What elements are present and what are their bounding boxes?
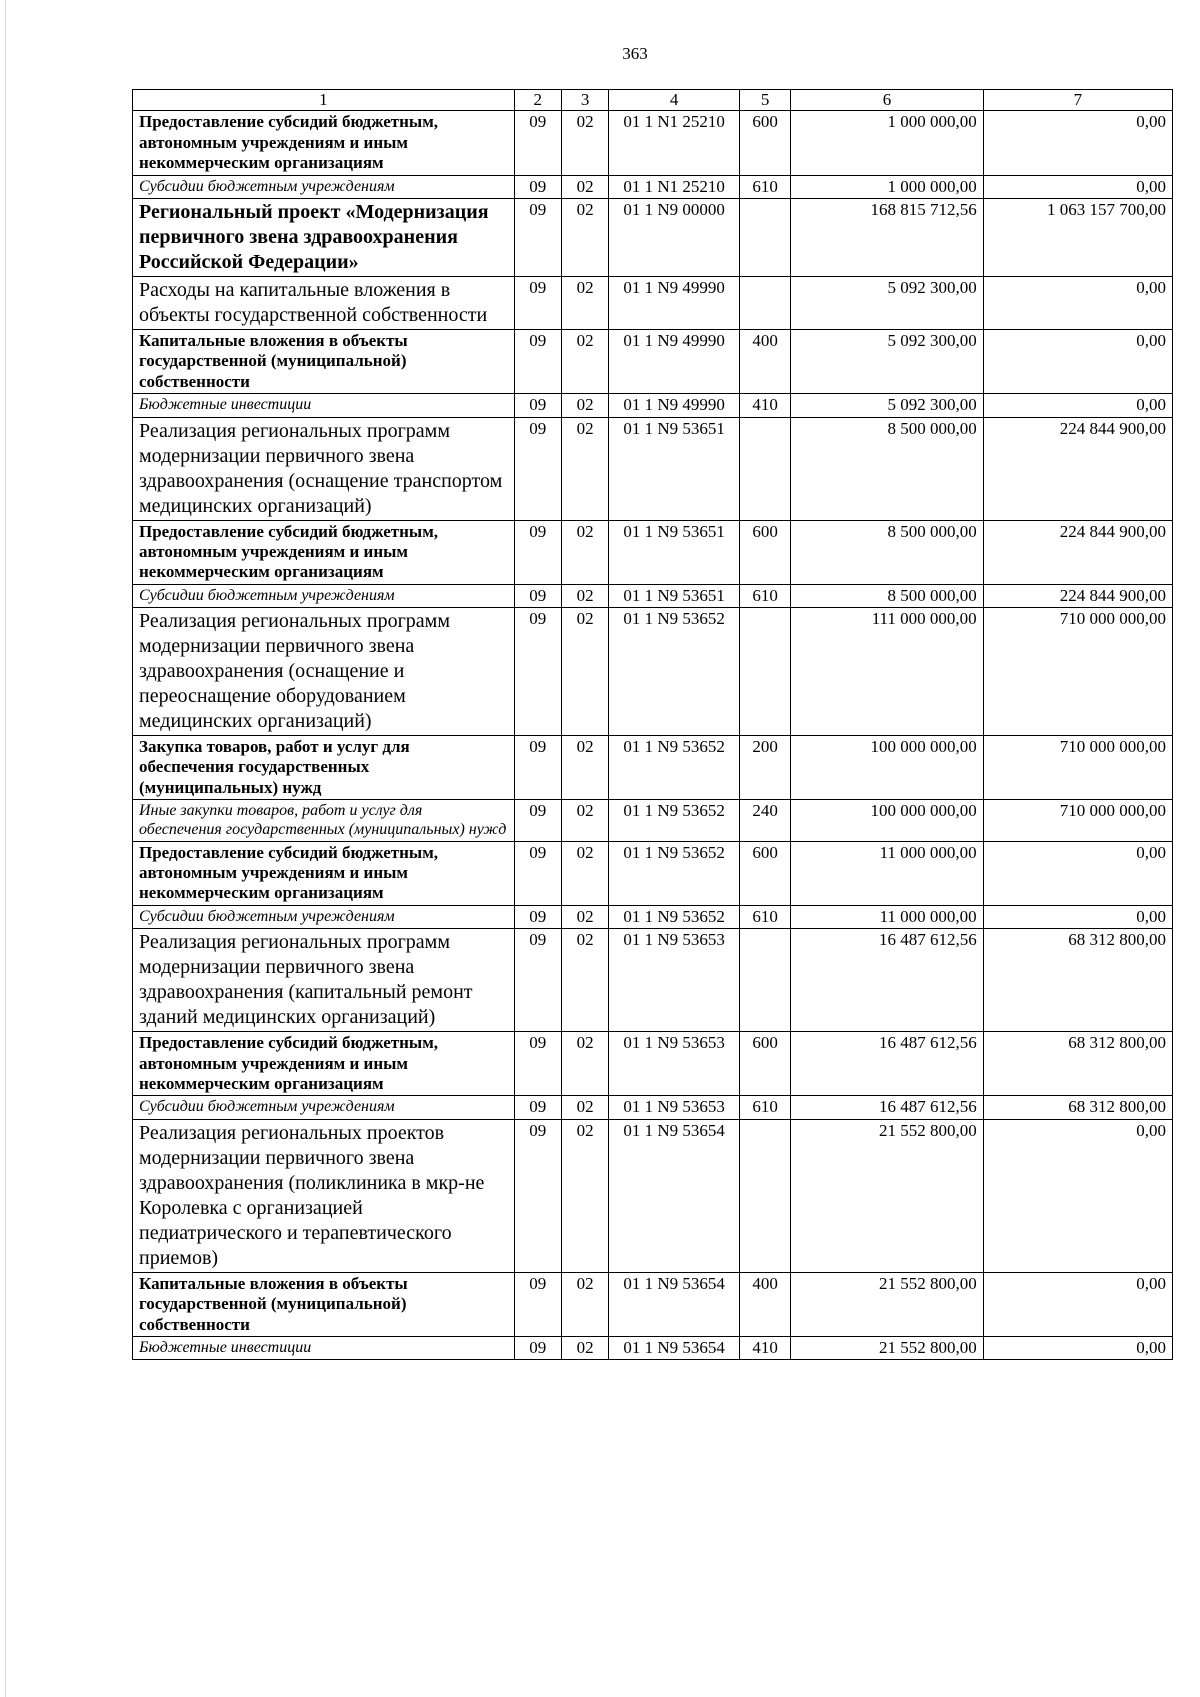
subsection-code-cell: 02 — [561, 520, 608, 584]
amount-col6-cell: 5 092 300,00 — [791, 329, 983, 393]
section-code-cell: 09 — [514, 394, 561, 417]
subsection-code-cell: 02 — [561, 198, 608, 276]
section-code-cell: 09 — [514, 929, 561, 1032]
amount-col6-cell: 16 487 612,56 — [791, 1096, 983, 1119]
table-row — [133, 417, 1173, 520]
table-row — [133, 584, 1173, 607]
target-article-cell: 01 1 N1 25210 — [609, 111, 740, 175]
row-name-cell: Реализация региональных проектов модернизации первичного звена здравоохранения (поликлиника в мкр-не Королевка с организацией педиатрического и терапевтического приемов) — [133, 1119, 515, 1272]
row-name-cell: Расходы на капитальные вложения в объекты государственной собственности — [133, 276, 515, 329]
target-article-cell: 01 1 N9 53653 — [609, 1096, 740, 1119]
table-row — [133, 1119, 1173, 1272]
table-row — [133, 1336, 1173, 1359]
header-cell-6: 6 — [791, 90, 983, 111]
target-article-cell: 01 1 N1 25210 — [609, 175, 740, 198]
amount-col6-cell: 168 815 712,56 — [791, 198, 983, 276]
amount-col6-cell: 100 000 000,00 — [791, 800, 983, 841]
header-cell-5: 5 — [739, 90, 790, 111]
table-row — [133, 198, 1173, 276]
row-name-cell: Субсидии бюджетным учреждениям — [133, 175, 515, 198]
table-row — [133, 929, 1173, 1032]
table-row — [133, 394, 1173, 417]
table-row — [133, 905, 1173, 928]
amount-col7-cell: 0,00 — [983, 329, 1172, 393]
header-cell-3: 3 — [561, 90, 608, 111]
header-cell-2: 2 — [514, 90, 561, 111]
amount-col6-cell: 8 500 000,00 — [791, 584, 983, 607]
table-row — [133, 841, 1173, 905]
amount-col7-cell: 710 000 000,00 — [983, 800, 1172, 841]
row-name-cell: Субсидии бюджетным учреждениям — [133, 1096, 515, 1119]
target-article-cell: 01 1 N9 53652 — [609, 608, 740, 736]
section-code-cell: 09 — [514, 800, 561, 841]
table-row — [133, 329, 1173, 393]
subsection-code-cell: 02 — [561, 608, 608, 736]
section-code-cell: 09 — [514, 520, 561, 584]
subsection-code-cell: 02 — [561, 905, 608, 928]
section-code-cell: 09 — [514, 175, 561, 198]
amount-col6-cell: 21 552 800,00 — [791, 1272, 983, 1336]
target-article-cell: 01 1 N9 53653 — [609, 1032, 740, 1096]
expense-type-cell — [739, 276, 790, 329]
amount-col7-cell: 0,00 — [983, 175, 1172, 198]
target-article-cell: 01 1 N9 53654 — [609, 1119, 740, 1272]
amount-col7-cell: 0,00 — [983, 1272, 1172, 1336]
section-code-cell: 09 — [514, 905, 561, 928]
amount-col7-cell: 0,00 — [983, 905, 1172, 928]
expense-type-cell: 610 — [739, 1096, 790, 1119]
subsection-code-cell: 02 — [561, 929, 608, 1032]
table-row — [133, 111, 1173, 175]
target-article-cell: 01 1 N9 53654 — [609, 1272, 740, 1336]
subsection-code-cell: 02 — [561, 175, 608, 198]
target-article-cell: 01 1 N9 49990 — [609, 329, 740, 393]
row-name-cell: Иные закупки товаров, работ и услуг для обеспечения государственных (муниципальных) нужд — [133, 800, 515, 841]
amount-col6-cell: 16 487 612,56 — [791, 929, 983, 1032]
amount-col7-cell: 68 312 800,00 — [983, 1032, 1172, 1096]
subsection-code-cell: 02 — [561, 841, 608, 905]
expense-type-cell — [739, 608, 790, 736]
section-code-cell: 09 — [514, 736, 561, 800]
table-row — [133, 800, 1173, 841]
table-row — [133, 608, 1173, 736]
amount-col7-cell: 224 844 900,00 — [983, 417, 1172, 520]
table-header-row — [133, 90, 1173, 111]
amount-col7-cell: 0,00 — [983, 1336, 1172, 1359]
amount-col7-cell: 0,00 — [983, 111, 1172, 175]
target-article-cell: 01 1 N9 49990 — [609, 394, 740, 417]
target-article-cell: 01 1 N9 53654 — [609, 1336, 740, 1359]
amount-col7-cell: 710 000 000,00 — [983, 736, 1172, 800]
subsection-code-cell: 02 — [561, 584, 608, 607]
subsection-code-cell: 02 — [561, 736, 608, 800]
expense-type-cell: 200 — [739, 736, 790, 800]
amount-col6-cell: 100 000 000,00 — [791, 736, 983, 800]
section-code-cell: 09 — [514, 608, 561, 736]
expense-type-cell: 410 — [739, 1336, 790, 1359]
section-code-cell: 09 — [514, 198, 561, 276]
subsection-code-cell: 02 — [561, 1272, 608, 1336]
table-row — [133, 1272, 1173, 1336]
section-code-cell: 09 — [514, 841, 561, 905]
row-name-cell: Предоставление субсидий бюджетным, автономным учреждениям и иным некоммерческим организациям — [133, 841, 515, 905]
subsection-code-cell: 02 — [561, 329, 608, 393]
section-code-cell: 09 — [514, 329, 561, 393]
amount-col6-cell: 11 000 000,00 — [791, 841, 983, 905]
section-code-cell: 09 — [514, 111, 561, 175]
expense-type-cell — [739, 929, 790, 1032]
amount-col7-cell: 710 000 000,00 — [983, 608, 1172, 736]
amount-col6-cell: 11 000 000,00 — [791, 905, 983, 928]
section-code-cell: 09 — [514, 1032, 561, 1096]
expense-type-cell: 600 — [739, 111, 790, 175]
target-article-cell: 01 1 N9 53653 — [609, 929, 740, 1032]
target-article-cell: 01 1 N9 53652 — [609, 800, 740, 841]
header-cell-1: 1 — [133, 90, 515, 111]
expense-type-cell — [739, 198, 790, 276]
table-row — [133, 520, 1173, 584]
expense-type-cell: 610 — [739, 584, 790, 607]
expense-type-cell: 240 — [739, 800, 790, 841]
amount-col6-cell: 1 000 000,00 — [791, 175, 983, 198]
subsection-code-cell: 02 — [561, 800, 608, 841]
expense-type-cell: 610 — [739, 905, 790, 928]
row-name-cell: Закупка товаров, работ и услуг для обеспечения государственных (муниципальных) нужд — [133, 736, 515, 800]
amount-col6-cell: 5 092 300,00 — [791, 276, 983, 329]
section-code-cell: 09 — [514, 1119, 561, 1272]
amount-col6-cell: 21 552 800,00 — [791, 1119, 983, 1272]
row-name-cell: Капитальные вложения в объекты государственной (муниципальной) собственности — [133, 329, 515, 393]
target-article-cell: 01 1 N9 53652 — [609, 841, 740, 905]
table-row — [133, 736, 1173, 800]
subsection-code-cell: 02 — [561, 1336, 608, 1359]
table-row — [133, 175, 1173, 198]
section-code-cell: 09 — [514, 417, 561, 520]
section-code-cell: 09 — [514, 276, 561, 329]
section-code-cell: 09 — [514, 1272, 561, 1336]
table-row — [133, 276, 1173, 329]
target-article-cell: 01 1 N9 53651 — [609, 584, 740, 607]
amount-col6-cell: 16 487 612,56 — [791, 1032, 983, 1096]
row-name-cell: Субсидии бюджетным учреждениям — [133, 905, 515, 928]
target-article-cell: 01 1 N9 00000 — [609, 198, 740, 276]
row-name-cell: Реализация региональных программ модернизации первичного звена здравоохранения (оснащение транспортом медицинских организаций) — [133, 417, 515, 520]
amount-col7-cell: 0,00 — [983, 841, 1172, 905]
subsection-code-cell: 02 — [561, 1096, 608, 1119]
expense-type-cell: 400 — [739, 329, 790, 393]
row-name-cell: Предоставление субсидий бюджетным, автономным учреждениям и иным некоммерческим организациям — [133, 111, 515, 175]
row-name-cell: Капитальные вложения в объекты государственной (муниципальной) собственности — [133, 1272, 515, 1336]
amount-col7-cell: 0,00 — [983, 394, 1172, 417]
expense-type-cell: 600 — [739, 520, 790, 584]
row-name-cell: Предоставление субсидий бюджетным, автономным учреждениям и иным некоммерческим организациям — [133, 520, 515, 584]
amount-col7-cell: 224 844 900,00 — [983, 520, 1172, 584]
header-cell-4: 4 — [609, 90, 740, 111]
expense-type-cell: 610 — [739, 175, 790, 198]
amount-col7-cell: 1 063 157 700,00 — [983, 198, 1172, 276]
target-article-cell: 01 1 N9 53651 — [609, 417, 740, 520]
budget-table — [132, 89, 1173, 1360]
page-number: 363 — [622, 44, 648, 63]
amount-col7-cell: 68 312 800,00 — [983, 1096, 1172, 1119]
section-code-cell: 09 — [514, 1096, 561, 1119]
budget-table-body — [133, 90, 1173, 1360]
row-name-cell: Региональный проект «Модернизация первичного звена здравоохранения Российской Федерации» — [133, 198, 515, 276]
target-article-cell: 01 1 N9 53652 — [609, 736, 740, 800]
amount-col7-cell: 0,00 — [983, 276, 1172, 329]
target-article-cell: 01 1 N9 49990 — [609, 276, 740, 329]
section-code-cell: 09 — [514, 584, 561, 607]
expense-type-cell: 400 — [739, 1272, 790, 1336]
table-row — [133, 1096, 1173, 1119]
subsection-code-cell: 02 — [561, 1119, 608, 1272]
target-article-cell: 01 1 N9 53652 — [609, 905, 740, 928]
row-name-cell: Реализация региональных программ модернизации первичного звена здравоохранения (капитальный ремонт зданий медицинских организаций) — [133, 929, 515, 1032]
expense-type-cell: 600 — [739, 841, 790, 905]
subsection-code-cell: 02 — [561, 394, 608, 417]
subsection-code-cell: 02 — [561, 111, 608, 175]
amount-col7-cell: 0,00 — [983, 1119, 1172, 1272]
subsection-code-cell: 02 — [561, 417, 608, 520]
row-name-cell: Бюджетные инвестиции — [133, 394, 515, 417]
section-code-cell: 09 — [514, 1336, 561, 1359]
expense-type-cell: 600 — [739, 1032, 790, 1096]
header-cell-7: 7 — [983, 90, 1172, 111]
row-name-cell: Бюджетные инвестиции — [133, 1336, 515, 1359]
row-name-cell: Реализация региональных программ модернизации первичного звена здравоохранения (оснащение и переоснащение оборудованием медицинских организаций) — [133, 608, 515, 736]
expense-type-cell: 410 — [739, 394, 790, 417]
subsection-code-cell: 02 — [561, 276, 608, 329]
amount-col6-cell: 8 500 000,00 — [791, 520, 983, 584]
target-article-cell: 01 1 N9 53651 — [609, 520, 740, 584]
amount-col6-cell: 21 552 800,00 — [791, 1336, 983, 1359]
amount-col6-cell: 1 000 000,00 — [791, 111, 983, 175]
amount-col7-cell: 68 312 800,00 — [983, 929, 1172, 1032]
amount-col7-cell: 224 844 900,00 — [983, 584, 1172, 607]
amount-col6-cell: 111 000 000,00 — [791, 608, 983, 736]
table-row — [133, 1032, 1173, 1096]
subsection-code-cell: 02 — [561, 1032, 608, 1096]
amount-col6-cell: 5 092 300,00 — [791, 394, 983, 417]
expense-type-cell — [739, 1119, 790, 1272]
row-name-cell: Предоставление субсидий бюджетным, автономным учреждениям и иным некоммерческим организациям — [133, 1032, 515, 1096]
row-name-cell: Субсидии бюджетным учреждениям — [133, 584, 515, 607]
scan-edge-line — [5, 0, 6, 1697]
amount-col6-cell: 8 500 000,00 — [791, 417, 983, 520]
expense-type-cell — [739, 417, 790, 520]
